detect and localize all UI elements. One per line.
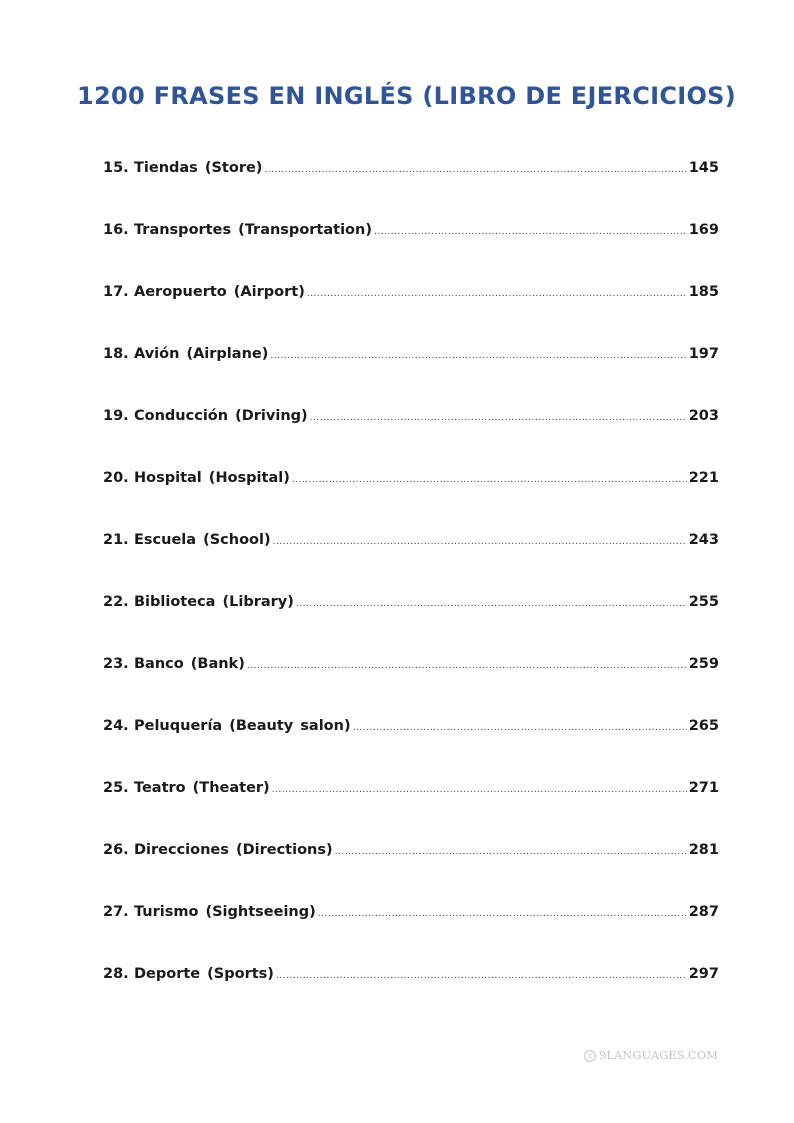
toc-entry-number: 28. <box>103 966 129 982</box>
toc-entry-label: Aeropuerto (Airport) <box>134 284 305 300</box>
toc-entry-page: 203 <box>688 408 719 424</box>
dot-leader <box>264 165 686 175</box>
toc-entry-page: 169 <box>688 222 719 238</box>
toc-entry-20[interactable] <box>103 470 719 532</box>
dot-leader <box>307 289 687 299</box>
toc-entry-page: 255 <box>688 594 719 610</box>
toc-entry-page: 297 <box>688 966 719 982</box>
toc-entry-24[interactable] <box>103 718 719 780</box>
toc-entry-number: 21. <box>103 532 129 548</box>
toc-entry-label: Avión (Airplane) <box>134 346 269 362</box>
toc-entry-27[interactable] <box>103 904 719 966</box>
toc-entry-16[interactable] <box>103 222 719 284</box>
dot-leader <box>335 847 687 857</box>
toc-entry-label: Hospital (Hospital) <box>134 470 290 486</box>
toc-entry-number: 22. <box>103 594 129 610</box>
toc-entry-page: 197 <box>688 346 719 362</box>
copyright-icon: c <box>584 1050 596 1062</box>
toc-entry-number: 18. <box>103 346 129 362</box>
toc-entry-label: Transportes (Transportation) <box>134 222 372 238</box>
toc-entry-15[interactable] <box>103 160 719 222</box>
toc-entry-number: 26. <box>103 842 129 858</box>
toc-entry-page: 287 <box>688 904 719 920</box>
toc-entry-label: Peluquería (Beauty salon) <box>134 718 351 734</box>
toc-entry-label: Tiendas (Store) <box>134 160 263 176</box>
toc-entry-label: Conducción (Driving) <box>134 408 308 424</box>
toc-entry-number: 17. <box>103 284 129 300</box>
toc-entry-26[interactable] <box>103 842 719 904</box>
toc-entry-number: 19. <box>103 408 129 424</box>
watermark-text: 9LANGUAGES.COM <box>599 1048 718 1062</box>
toc-entry-number: 16. <box>103 222 129 238</box>
dot-leader <box>374 227 687 237</box>
toc-entry-17[interactable] <box>103 284 719 346</box>
dot-leader <box>318 909 687 919</box>
toc-entry-page: 281 <box>688 842 719 858</box>
dot-leader <box>276 971 687 981</box>
toc-entry-number: 15. <box>103 160 129 176</box>
dot-leader <box>292 475 687 485</box>
toc-entry-label: Turismo (Sightseeing) <box>134 904 316 920</box>
dot-leader <box>296 599 687 609</box>
dot-leader <box>353 723 687 733</box>
toc-entry-page: 145 <box>688 160 719 176</box>
toc-entry-label: Teatro (Theater) <box>134 780 270 796</box>
toc-entry-number: 25. <box>103 780 129 796</box>
dot-leader <box>247 661 687 671</box>
toc-entry-label: Deporte (Sports) <box>134 966 274 982</box>
toc-entry-number: 27. <box>103 904 129 920</box>
toc-entry-28[interactable] <box>103 966 719 1028</box>
dot-leader <box>270 351 686 361</box>
toc-entry-page: 185 <box>688 284 719 300</box>
watermark <box>584 1048 718 1062</box>
table-of-contents <box>103 160 719 1028</box>
toc-entry-25[interactable] <box>103 780 719 842</box>
toc-entry-label: Biblioteca (Library) <box>134 594 294 610</box>
toc-entry-page: 259 <box>688 656 719 672</box>
toc-entry-number: 23. <box>103 656 129 672</box>
dot-leader <box>273 537 687 547</box>
toc-entry-label: Banco (Bank) <box>134 656 245 672</box>
toc-entry-label: Escuela (School) <box>134 532 271 548</box>
toc-entry-number: 24. <box>103 718 129 734</box>
toc-entry-page: 265 <box>688 718 719 734</box>
dot-leader <box>310 413 687 423</box>
toc-entry-19[interactable] <box>103 408 719 470</box>
toc-entry-page: 221 <box>688 470 719 486</box>
toc-entry-page: 243 <box>688 532 719 548</box>
toc-entry-number: 20. <box>103 470 129 486</box>
toc-entry-22[interactable] <box>103 594 719 656</box>
toc-entry-23[interactable] <box>103 656 719 718</box>
toc-entry-label: Direcciones (Directions) <box>134 842 333 858</box>
dot-leader <box>272 785 687 795</box>
toc-entry-page: 271 <box>688 780 719 796</box>
toc-entry-18[interactable] <box>103 346 719 408</box>
page-title: 1200 FRASES EN INGLÉS (LIBRO DE EJERCICIOS) <box>77 82 737 110</box>
toc-entry-21[interactable] <box>103 532 719 594</box>
